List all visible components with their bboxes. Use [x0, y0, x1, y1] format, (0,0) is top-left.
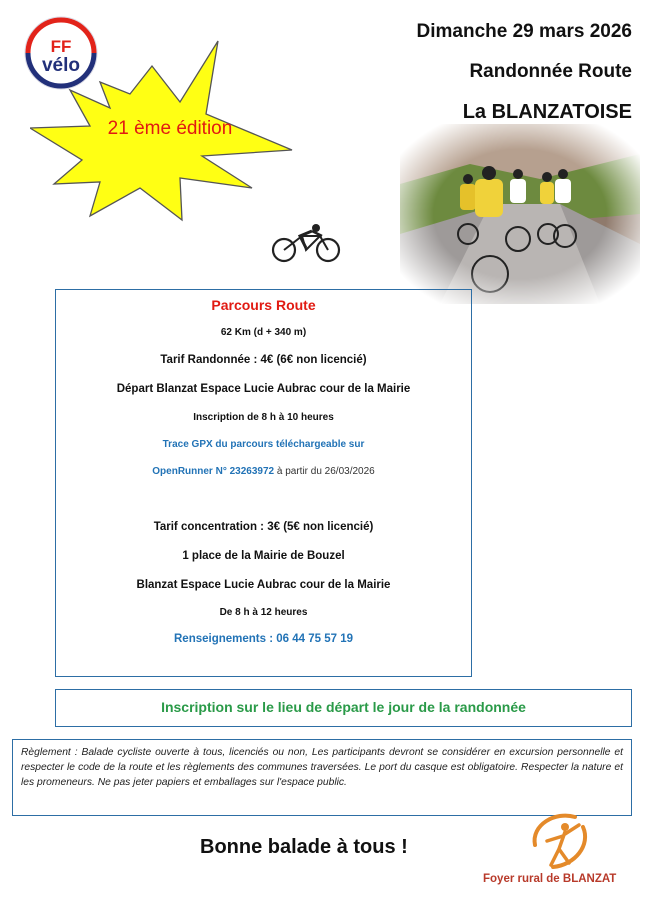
parcours-title: Parcours Route	[211, 297, 316, 313]
parcours-box	[55, 289, 472, 677]
logo-velo: vélo	[41, 55, 81, 76]
organisateur-name: Foyer rural de BLANZAT	[483, 873, 617, 885]
reglement-box: Règlement : Balade cycliste ouverte à tous, licenciés ou non, Les participants devront se considérer en excursion personnelle et respecter le code de la route et les règlements des communes traversées. Le port du casque est obligatoire. Respecter la nature et les promeneurs. Ne pas jeter papiers et emballages sur l'espace public.	[12, 739, 632, 816]
inscription-lieu-box: Inscription sur le lieu de départ le jour de la randonnée	[55, 689, 632, 727]
tarif-concentration: Tarif concentration : 3€ (5€ non licencié)	[153, 521, 374, 533]
parcours-distance: 62 Km (d + 340 m)	[220, 327, 307, 338]
parcours-depart: Départ Blanzat Espace Lucie Aubrac cour de la Mairie	[116, 383, 411, 395]
event-type: Randonnée Route	[469, 61, 632, 82]
cyclists-photo	[400, 124, 640, 304]
event-date: Dimanche 29 mars 2026	[416, 21, 632, 42]
concentration-place: 1 place de la Mairie de Bouzel	[182, 550, 345, 562]
bonne-balade: Bonne balade à tous !	[200, 836, 408, 858]
openrunner-date: à partir du 26/03/2026	[274, 466, 375, 477]
parcours-tarif: Tarif Randonnée : 4€ (6€ non licencié)	[160, 354, 367, 366]
openrunner-link[interactable]: OpenRunner N° 23263972	[152, 466, 275, 477]
edition-label: 21 ème édition	[107, 118, 233, 139]
logo-ff: FF	[50, 37, 72, 56]
parcours-openrunner-line	[56, 466, 471, 477]
foyer-rural-logo	[525, 805, 595, 875]
cyclist-icon	[268, 222, 348, 264]
parcours-inscription: Inscription de 8 h à 10 heures	[193, 412, 334, 423]
concentration-horaires: De 8 h à 12 heures	[219, 607, 308, 618]
concentration-blanzat: Blanzat Espace Lucie Aubrac cour de la Mairie	[136, 579, 391, 591]
event-name: La BLANZATOISE	[462, 101, 632, 123]
parcours-gpx: Trace GPX du parcours téléchargeable sur	[162, 439, 365, 450]
renseignements: Renseignements : 06 44 75 57 19	[174, 633, 353, 645]
